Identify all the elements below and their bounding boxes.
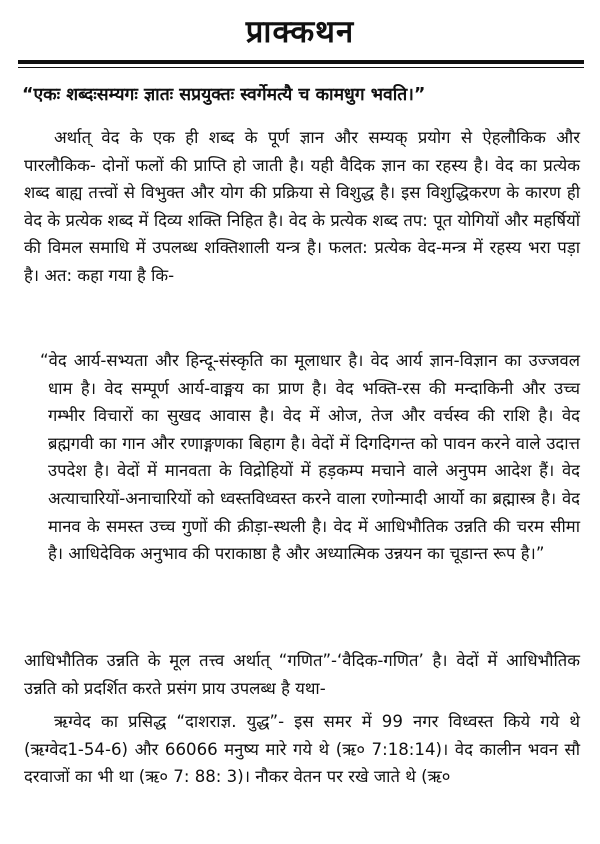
sanskrit-quote: “एकः शब्दःसम्यगः ज्ञातः सप्रयुक्तः स्वर्गेमत्यै च कामधुग भवति।” — [22, 85, 426, 105]
paragraph-quotation: “वेद आर्य-सभ्यता और हिन्दू-संस्कृति का मूलाधार है। वेद आर्य ज्ञान-विज्ञान का उज्जवल धाम है। वेद सम्पूर्ण आर्य-वाङ्मय का प्राण है। वेद भक्ति-रस की मन्दाकिनी और उच्च गम्भीर विचारों का सुखद आवास है। वेद में ओज, तेज और वर्चस्व की राशि है। वेद ब्रह्मगवी का गान और रणाङ्गणका बिहाग है। वेदों में दिगदिगन्त को पावन करने वाले उदात्त उपदेश है। वेदों में मानवता के विद्रोहियों में हड़कम्प मचाने वाले अनुपम आदेश हैं। वेद अत्याचारियों-अनाचारियों को ध्वस्तविध्वस्त करने वाला रणोन्मादी आर्यो का ब्रह्मास्त्र है। वेद मानव के समस्त उच्च गुणों की क्रीड़ा-स्थली है। वेद में आधिभौतिक उन्नति की चरम सीमा है। आधिदेविक अनुभाव की पराकाष्ठा है और अध्यात्मिक उन्नयन का चूडान्त रूप है।” — [40, 351, 580, 564]
paragraph-intro: अर्थात् वेद के एक ही शब्द के पूर्ण ज्ञान और सम्यक् प्रयोग से ऐहलौकिक और पारलौकिक- दोनों फलों की प्राप्ति हो जाती है। यही वैदिक ज्ञान का रहस्य है। वेद का प्रत्येक शब्द बाह्य तत्त्वों से विभुक्त और योग की प्रक्रिया से विशुद्ध है। इस विशुद्धिकरण के कारण ही वेद के प्रत्येक शब्द में दिव्य शक्ति निहित है। वेद के प्रत्येक शब्द तप: पूत योगियों और महर्षियों की विमल समाधि में उपलब्ध शक्तिशाली यन्त्र है। फलत: प्रत्येक वेद-मन्त्र में रहस्य भरा पड़ा है। अत: कहा गया है कि- — [24, 128, 580, 285]
title-rule-thin — [18, 67, 584, 68]
paragraph-ganit: आधिभौतिक उन्नति के मूल तत्त्व अर्थात् “गणित”-‘वैदिक-गणित’ है। वेदों में आधिभौतिक उन्नति को प्रदर्शित करते प्रसंग प्राय उपलब्ध है यथा- — [24, 651, 580, 698]
paragraph-rigveda: ऋग्वेद का प्रसिद्ध “दाशराज्ञ. युद्ध”- इस समर में 99 नगर विध्वस्त किये गये थे (ऋग्वेद1-54-6) और 66066 मनुष्य मारे गये थे (ऋ० 7:18:14)। वेद कालीन भवन सौ दरवाजों का भी था (ऋ० 7: 88: 3)। नौकर वेतन पर रखे जाते थे (ऋ० — [24, 712, 580, 787]
page-title: प्राक्कथन — [245, 14, 355, 50]
title-rule-thick — [18, 60, 584, 64]
